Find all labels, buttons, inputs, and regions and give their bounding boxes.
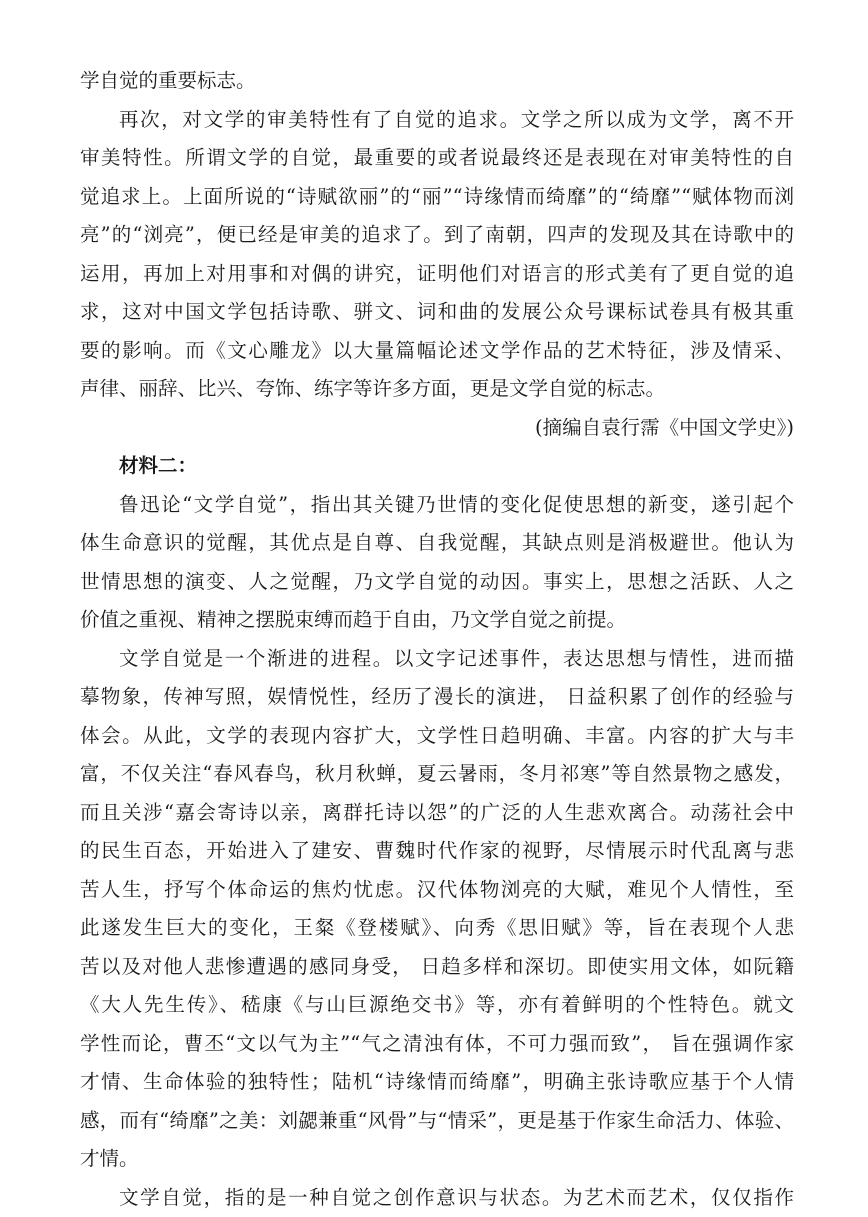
- text-line: 鲁迅论“文学自觉”，指出其关键乃世情的变化促使思想的新变，遂引起个: [80, 486, 794, 525]
- text-line: 学自觉的重要标志。: [80, 62, 794, 101]
- text-line: 体生命意识的觉醒，其优点是自尊、自我觉醒，其缺点则是消极避世。他认为: [80, 524, 794, 563]
- text-line: 文学自觉，指的是一种自觉之创作意识与状态。为艺术而艺术，仅仅指作: [80, 1179, 794, 1217]
- text-line: 世情思想的演变、人之觉醒，乃文学自觉的动因。事实上，思想之活跃、人之: [80, 563, 794, 602]
- text-line: 《大人先生传》、嵇康《与山巨源绝交书》等，亦有着鲜明的个性特色。就文: [80, 986, 794, 1025]
- text-line: 再次，对文学的审美特性有了自觉的追求。文学之所以成为文学，离不开: [80, 101, 794, 140]
- text-line: 亮”的“浏亮”，便已经是审美的追求了。到了南朝，四声的发现及其在诗歌中的: [80, 216, 794, 255]
- text-line: 富，不仅关注“春风春鸟，秋月秋蝉，夏云暑雨，冬月祁寒”等自然景物之感发，: [80, 755, 794, 794]
- text-line: 求，这对中国文学包括诗歌、骈文、词和曲的发展公众号课标试卷具有极其重: [80, 293, 794, 332]
- text-line: 文学自觉是一个渐进的进程。以文字记述事件，表达思想与情性，进而描: [80, 640, 794, 679]
- text-line: 才情。: [80, 1140, 794, 1179]
- text-line: 运用，再加上对用事和对偶的讲究，证明他们对语言的形式美有了更自觉的追: [80, 255, 794, 294]
- text-line: 价值之重视、精神之摆脱束缚而趋于自由，乃文学自觉之前提。: [80, 601, 794, 640]
- text-line: 此遂发生巨大的变化，王粲《登楼赋》、向秀《思旧赋》等，旨在表现个人悲: [80, 909, 794, 948]
- text-line: 摹物象，传神写照，娱情悦性，经历了漫长的演进， 日益积累了创作的经验与: [80, 678, 794, 717]
- text-line: 才情、生命体验的独特性；陆机“诗缘情而绮靡”，明确主张诗歌应基于个人情: [80, 1063, 794, 1102]
- text-line: 而且关涉“嘉会寄诗以亲，离群托诗以怨”的广泛的人生悲欢离合。动荡社会中: [80, 794, 794, 833]
- text-line: 觉追求上。上面所说的“诗赋欲丽”的“丽”“诗缘情而绮靡”的“绮靡”“赋体物而浏: [80, 178, 794, 217]
- citation: (摘编自袁行霈《中国文学史》): [80, 409, 794, 448]
- text-line: 苦人生，抒写个体命运的焦灼忧虑。汉代体物浏亮的大赋，难见个人情性，至: [80, 871, 794, 910]
- text-line: 苦以及对他人悲惨遭遇的感同身受， 日趋多样和深切。即使实用文体，如阮籍: [80, 948, 794, 987]
- text-line: 声律、丽辞、比兴、夸饰、练字等许多方面，更是文学自觉的标志。: [80, 370, 794, 409]
- text-line: 审美特性。所谓文学的自觉，最重要的或者说最终还是表现在对审美特性的自: [80, 139, 794, 178]
- text-line: 体会。从此，文学的表现内容扩大，文学性日趋明确、丰富。内容的扩大与丰: [80, 717, 794, 756]
- text-line: 感，而有“绮靡”之美：刘勰兼重“风骨”与“情采”，更是基于作家生命活力、体验、: [80, 1102, 794, 1141]
- text-line: 学性而论，曹丕“文以气为主”“气之清浊有体，不可力强而致”， 旨在强调作家: [80, 1025, 794, 1064]
- text-line: 要的影响。而《文心雕龙》以大量篇幅论述文学作品的艺术特征，涉及情采、: [80, 332, 794, 371]
- text-line: 的民生百态，开始进入了建安、曹魏时代作家的视野，尽情展示时代乱离与悲: [80, 832, 794, 871]
- section-heading: 材料二：: [80, 447, 794, 486]
